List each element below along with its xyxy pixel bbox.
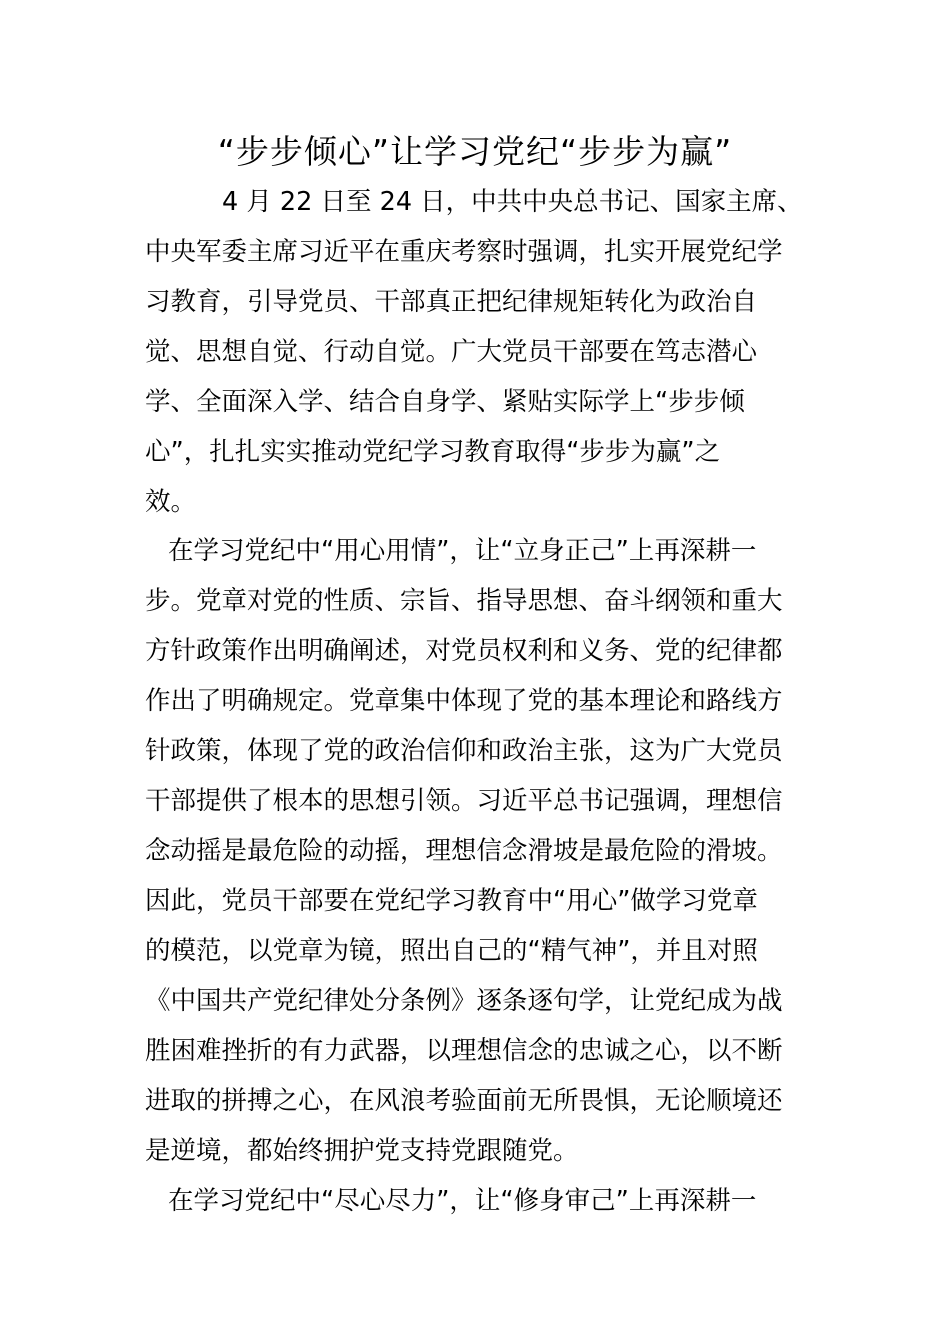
text-line: 针政策，体现了党的政治信仰和政治主张，这为广大党员 [145, 736, 783, 766]
text-line: 胜困难挫折的有力武器，以理想信念的忠诚之心，以不断 [145, 1036, 783, 1066]
text-line: 习教育，引导党员、干部真正把纪律规矩转化为政治自 [145, 287, 758, 317]
text-line: 4 月 22 日至 24 日，中共中央总书记、国家主席、 [222, 187, 803, 217]
text-line: 是逆境，都始终拥护党支持党跟随党。 [145, 1136, 579, 1166]
text-line: 因此，党员干部要在党纪学习教育中“用心”做学习党章 [145, 886, 758, 916]
text-line: 中央军委主席习近平在重庆考察时强调，扎实开展党纪学 [145, 237, 783, 267]
text-line: 干部提供了根本的思想引领。习近平总书记强调，理想信 [145, 786, 783, 816]
text-line: 《中国共产党纪律处分条例》逐条逐句学，让党纪成为战 [145, 986, 783, 1016]
text-line: 在学习党纪中“用心用情”，让“立身正己”上再深耕一 [168, 536, 757, 566]
text-line: 作出了明确规定。党章集中体现了党的基本理论和路线方 [145, 686, 783, 716]
text-line: 学、全面深入学、结合自身学、紧贴实际学上“步步倾 [145, 387, 745, 417]
text-line: 效。 [145, 487, 197, 517]
text-line: 在学习党纪中“尽心尽力”，让“修身审己”上再深耕一 [168, 1186, 757, 1216]
text-line: 进取的拼搏之心，在风浪考验面前无所畏惧，无论顺境还 [145, 1086, 783, 1116]
text-line: 步。党章对党的性质、宗旨、指导思想、奋斗纲领和重大 [145, 586, 783, 616]
text-line: 心”，扎扎实实推动党纪学习教育取得“步步为赢”之 [145, 437, 721, 467]
text-line: 觉、思想自觉、行动自觉。广大党员干部要在笃志潜心 [145, 337, 758, 367]
document-title: “步步倾心”让学习党纪“步步为赢” [217, 132, 733, 171]
text-line: 方针政策作出明确阐述，对党员权利和义务、党的纪律都 [145, 636, 783, 666]
text-line: 念动摇是最危险的动摇，理想信念滑坡是最危险的滑坡。 [145, 836, 783, 866]
text-line: 的模范，以党章为镜，照出自己的“精气神”，并且对照 [145, 936, 758, 966]
